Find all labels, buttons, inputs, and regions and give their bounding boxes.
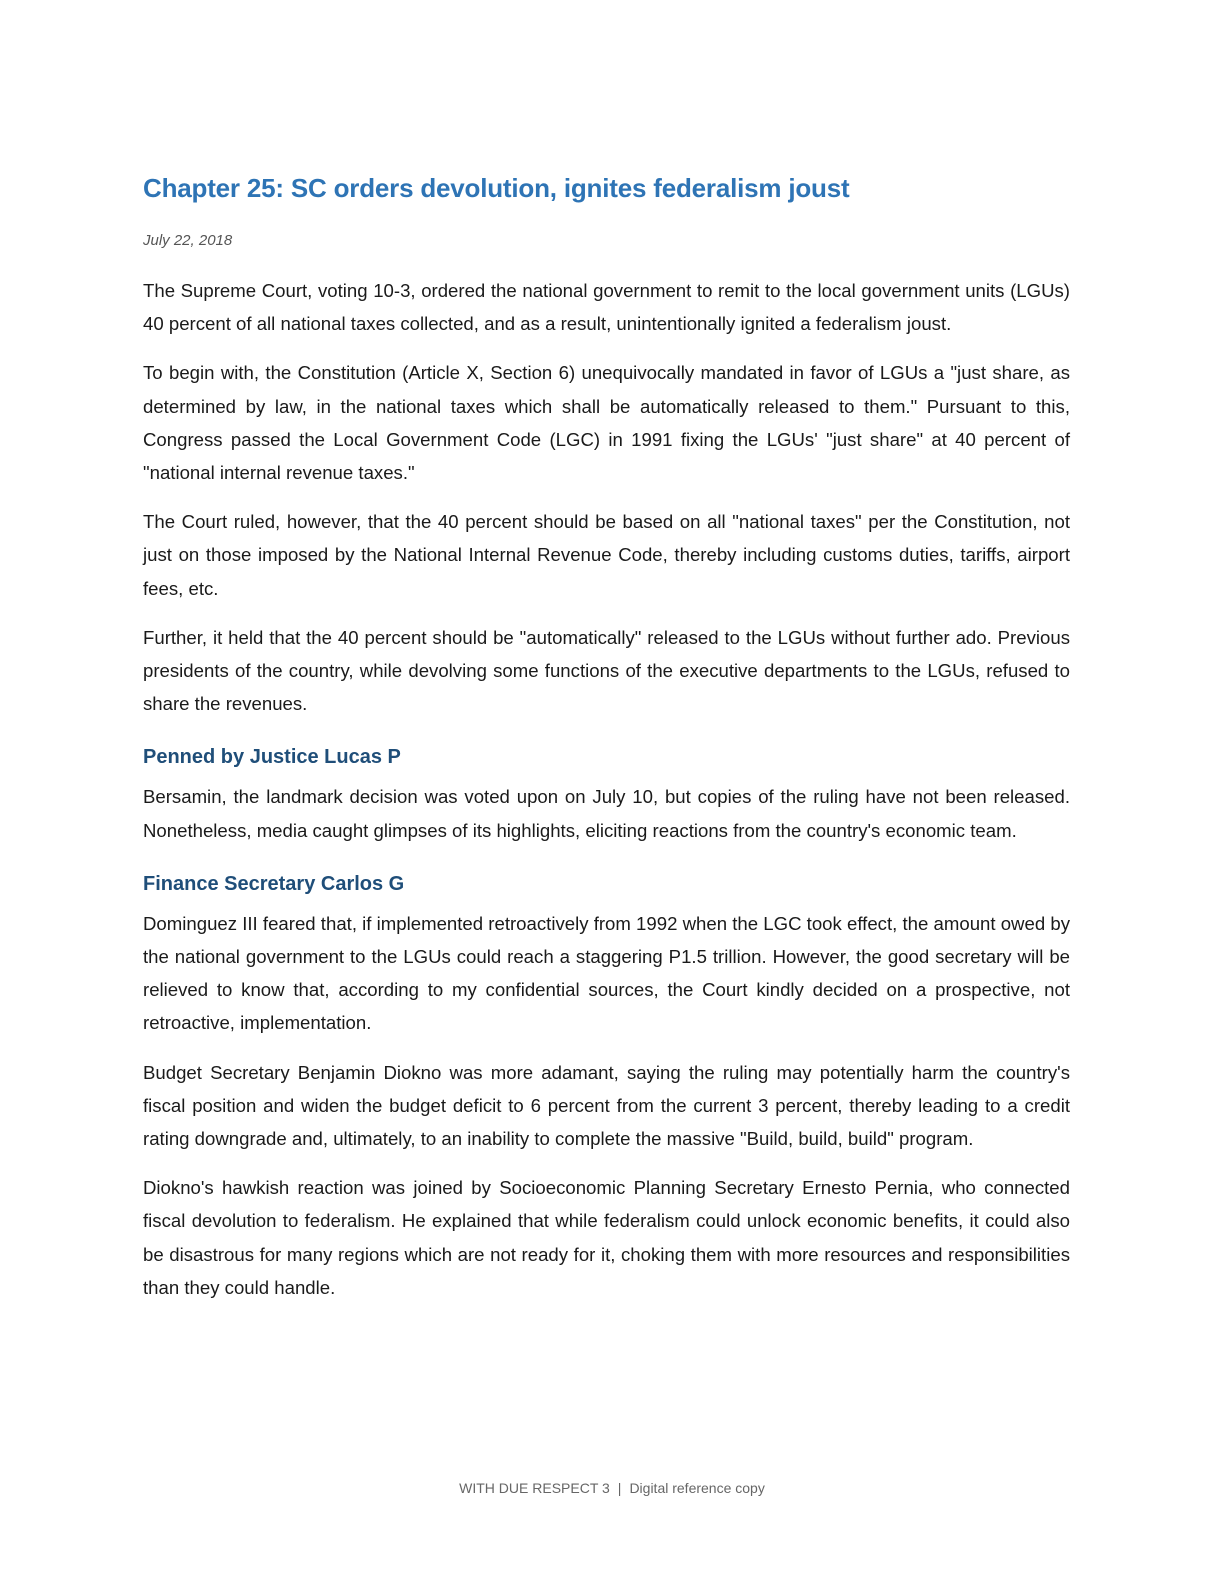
section-heading: Penned by Justice Lucas P [143, 746, 401, 769]
paragraph: Budget Secretary Benjamin Diokno was more adamant, saying the ruling may potentially harm the country's fiscal position and widen the budget deficit to 6 percent from the current 3 percent, thereby leading to a credit rating downgrade and, ultimately, to an inability to complete the massive "Build, build, build" program. [143, 1061, 1070, 1150]
footer-note: Digital reference copy [629, 1480, 765, 1496]
paragraph: Dominguez III feared that, if implemented retroactively from 1992 when the LGC took effect, the amount owed by the national government to the LGUs could reach a staggering P1.5 trillion. However, the good secretary will be relieved to know that, according to my confidential sources, the Court kindly decided on a prospective, not retroactive, implementation. [143, 912, 1070, 1034]
paragraph: The Court ruled, however, that the 40 percent should be based on all "national taxes" per the Constitution, not just on those imposed by the National Internal Revenue Code, thereby including customs duties, tariffs, airport fees, etc. [143, 511, 1070, 599]
paragraph: The Supreme Court, voting 10-3, ordered the national government to remit to the local government units (LGUs) 40 percent of all national taxes collected, and as a result, unintentionally ignited a federalism joust. [143, 280, 1070, 335]
publication-date: July 22, 2018 [143, 232, 233, 249]
paragraph: Diokno's hawkish reaction was joined by Socioeconomic Planning Secretary Ernesto Pernia, who connected fiscal devolution to federalism. He explained that while federalism could unlock economic benefits, it could also be disastrous for many regions which are not ready for it, choking them with more resources and responsibilities than they could handle. [143, 1177, 1070, 1298]
article-body [143, 274, 1070, 1320]
paragraph: To begin with, the Constitution (Article X, Section 6) unequivocally mandated in favor of LGUs a "just share, as determined by law, in the national taxes which shall be automatically released to them." Pursuant to this, Congress passed the Local Government Code (LGC) in 1991 fixing the LGUs' "just share" at 40 percent of "national internal revenue taxes." [143, 362, 1070, 484]
page-footer [0, 1478, 1224, 1498]
footer-separator: | [617, 1480, 622, 1496]
section-heading: Finance Secretary Carlos G [143, 872, 405, 895]
paragraph: Bersamin, the landmark decision was voted upon on July 10, but copies of the ruling have not been released. Nonetheless, media caught glimpses of its highlights, eliciting reactions from the country's economic team. [143, 786, 1070, 841]
footer-book-title: WITH DUE RESPECT 3 [459, 1480, 610, 1496]
paragraph: Further, it held that the 40 percent should be "automatically" released to the LGUs without further ado. Previous presidents of the country, while devolving some functions of the executive departments to the LGUs, refused to share the revenues. [143, 626, 1070, 715]
chapter-title: Chapter 25: SC orders devolution, ignites federalism joust [143, 173, 850, 203]
